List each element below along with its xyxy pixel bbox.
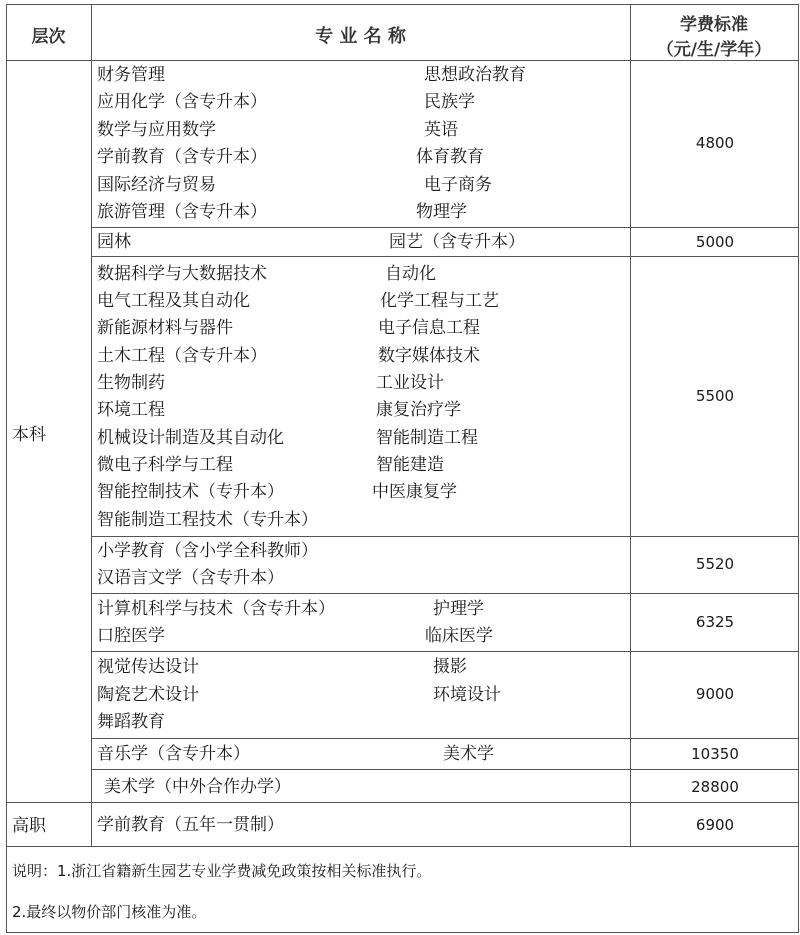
note-line: 说明：1.浙江省籍新生园艺专业学费减免政策按相关标准执行。 bbox=[12, 862, 432, 880]
major-item: 智能建造 bbox=[376, 455, 444, 475]
header-divider bbox=[6, 60, 799, 61]
major-item: 汉语言文学（含专升本） bbox=[97, 568, 284, 588]
fee-value: 5520 bbox=[695, 555, 735, 573]
row-divider bbox=[6, 846, 799, 847]
fee-value: 5000 bbox=[695, 233, 735, 251]
major-item: 财务管理 bbox=[97, 65, 165, 85]
fee-value: 4800 bbox=[695, 134, 735, 152]
major-item: 康复治疗学 bbox=[376, 400, 461, 420]
major-item: 数据科学与大数据技术 bbox=[97, 264, 267, 284]
major-item: 园艺（含专升本） bbox=[389, 232, 525, 252]
header-level: 层次 bbox=[31, 27, 66, 47]
major-item: 护理学 bbox=[433, 599, 484, 619]
major-item: 旅游管理（含专升本） bbox=[97, 202, 267, 222]
major-item: 美术学 bbox=[443, 744, 494, 764]
major-item: 新能源材料与器件 bbox=[97, 318, 233, 338]
major-item: 小学教育（含小学全科教师） bbox=[97, 541, 318, 561]
table-border-top bbox=[6, 4, 799, 5]
row-divider bbox=[91, 738, 799, 739]
fee-value: 6900 bbox=[695, 816, 735, 834]
major-item: 音乐学（含专升本） bbox=[97, 744, 250, 764]
fee-value: 28800 bbox=[691, 778, 739, 796]
row-divider bbox=[91, 227, 799, 228]
major-item: 电气工程及其自动化 bbox=[97, 291, 250, 311]
header-fee-line1: 学费标准 bbox=[680, 15, 748, 35]
major-item: 智能控制技术（专升本） bbox=[97, 482, 284, 502]
major-item: 环境设计 bbox=[433, 685, 501, 705]
major-item: 智能制造工程 bbox=[376, 428, 478, 448]
major-item: 土木工程（含专升本） bbox=[97, 346, 267, 366]
fee-value: 6325 bbox=[695, 613, 735, 631]
note-line: 2.最终以物价部门核准为准。 bbox=[12, 903, 207, 921]
major-item: 机械设计制造及其自动化 bbox=[97, 428, 284, 448]
fee-value: 9000 bbox=[695, 685, 735, 703]
level-gaozhi: 高职 bbox=[12, 816, 46, 836]
major-item: 美术学（中外合作办学） bbox=[104, 777, 291, 797]
row-divider bbox=[91, 651, 799, 652]
major-item: 陶瓷艺术设计 bbox=[97, 685, 199, 705]
section-divider bbox=[6, 802, 799, 803]
major-item: 应用化学（含专升本） bbox=[97, 92, 267, 112]
major-item: 英语 bbox=[424, 120, 458, 140]
major-item: 视觉传达设计 bbox=[97, 657, 199, 677]
major-item: 园林 bbox=[97, 232, 131, 252]
major-item: 体育教育 bbox=[416, 147, 484, 167]
major-item: 临床医学 bbox=[425, 626, 493, 646]
major-item: 自动化 bbox=[385, 264, 436, 284]
major-item: 国际经济与贸易 bbox=[97, 175, 216, 195]
major-item: 中医康复学 bbox=[372, 482, 457, 502]
major-item: 生物制药 bbox=[97, 373, 165, 393]
major-item: 民族学 bbox=[424, 92, 475, 112]
major-item: 电子信息工程 bbox=[378, 318, 480, 338]
major-item: 环境工程 bbox=[97, 400, 165, 420]
major-item: 数字媒体技术 bbox=[378, 346, 480, 366]
major-item: 化学工程与工艺 bbox=[380, 291, 499, 311]
major-item: 摄影 bbox=[433, 657, 467, 677]
major-item: 电子商务 bbox=[424, 175, 492, 195]
major-item: 口腔医学 bbox=[97, 626, 165, 646]
major-item: 物理学 bbox=[416, 202, 467, 222]
level-benke: 本科 bbox=[12, 425, 46, 445]
major-item: 思想政治教育 bbox=[424, 65, 526, 85]
major-item: 数学与应用数学 bbox=[97, 120, 216, 140]
row-divider bbox=[91, 256, 799, 257]
header-fee-line2: （元/生/学年） bbox=[656, 40, 772, 60]
column-divider bbox=[91, 4, 92, 847]
row-divider bbox=[91, 536, 799, 537]
major-item: 微电子科学与工程 bbox=[97, 455, 233, 475]
major-item: 计算机科学与技术（含专升本） bbox=[97, 599, 335, 619]
major-item: 智能制造工程技术（专升本） bbox=[97, 510, 318, 530]
major-item: 舞蹈教育 bbox=[97, 712, 165, 732]
table-border-bottom bbox=[6, 932, 799, 933]
row-divider bbox=[91, 593, 799, 594]
fee-value: 5500 bbox=[695, 387, 735, 405]
row-divider bbox=[91, 769, 799, 770]
column-divider bbox=[630, 4, 631, 847]
major-item: 学前教育（含专升本） bbox=[97, 147, 267, 167]
major-item: 工业设计 bbox=[376, 373, 444, 393]
table-border-left bbox=[6, 4, 7, 933]
header-major-name: 专 业 名 称 bbox=[315, 26, 406, 47]
major-item: 学前教育（五年一贯制） bbox=[97, 815, 284, 835]
fee-value: 10350 bbox=[691, 745, 739, 763]
